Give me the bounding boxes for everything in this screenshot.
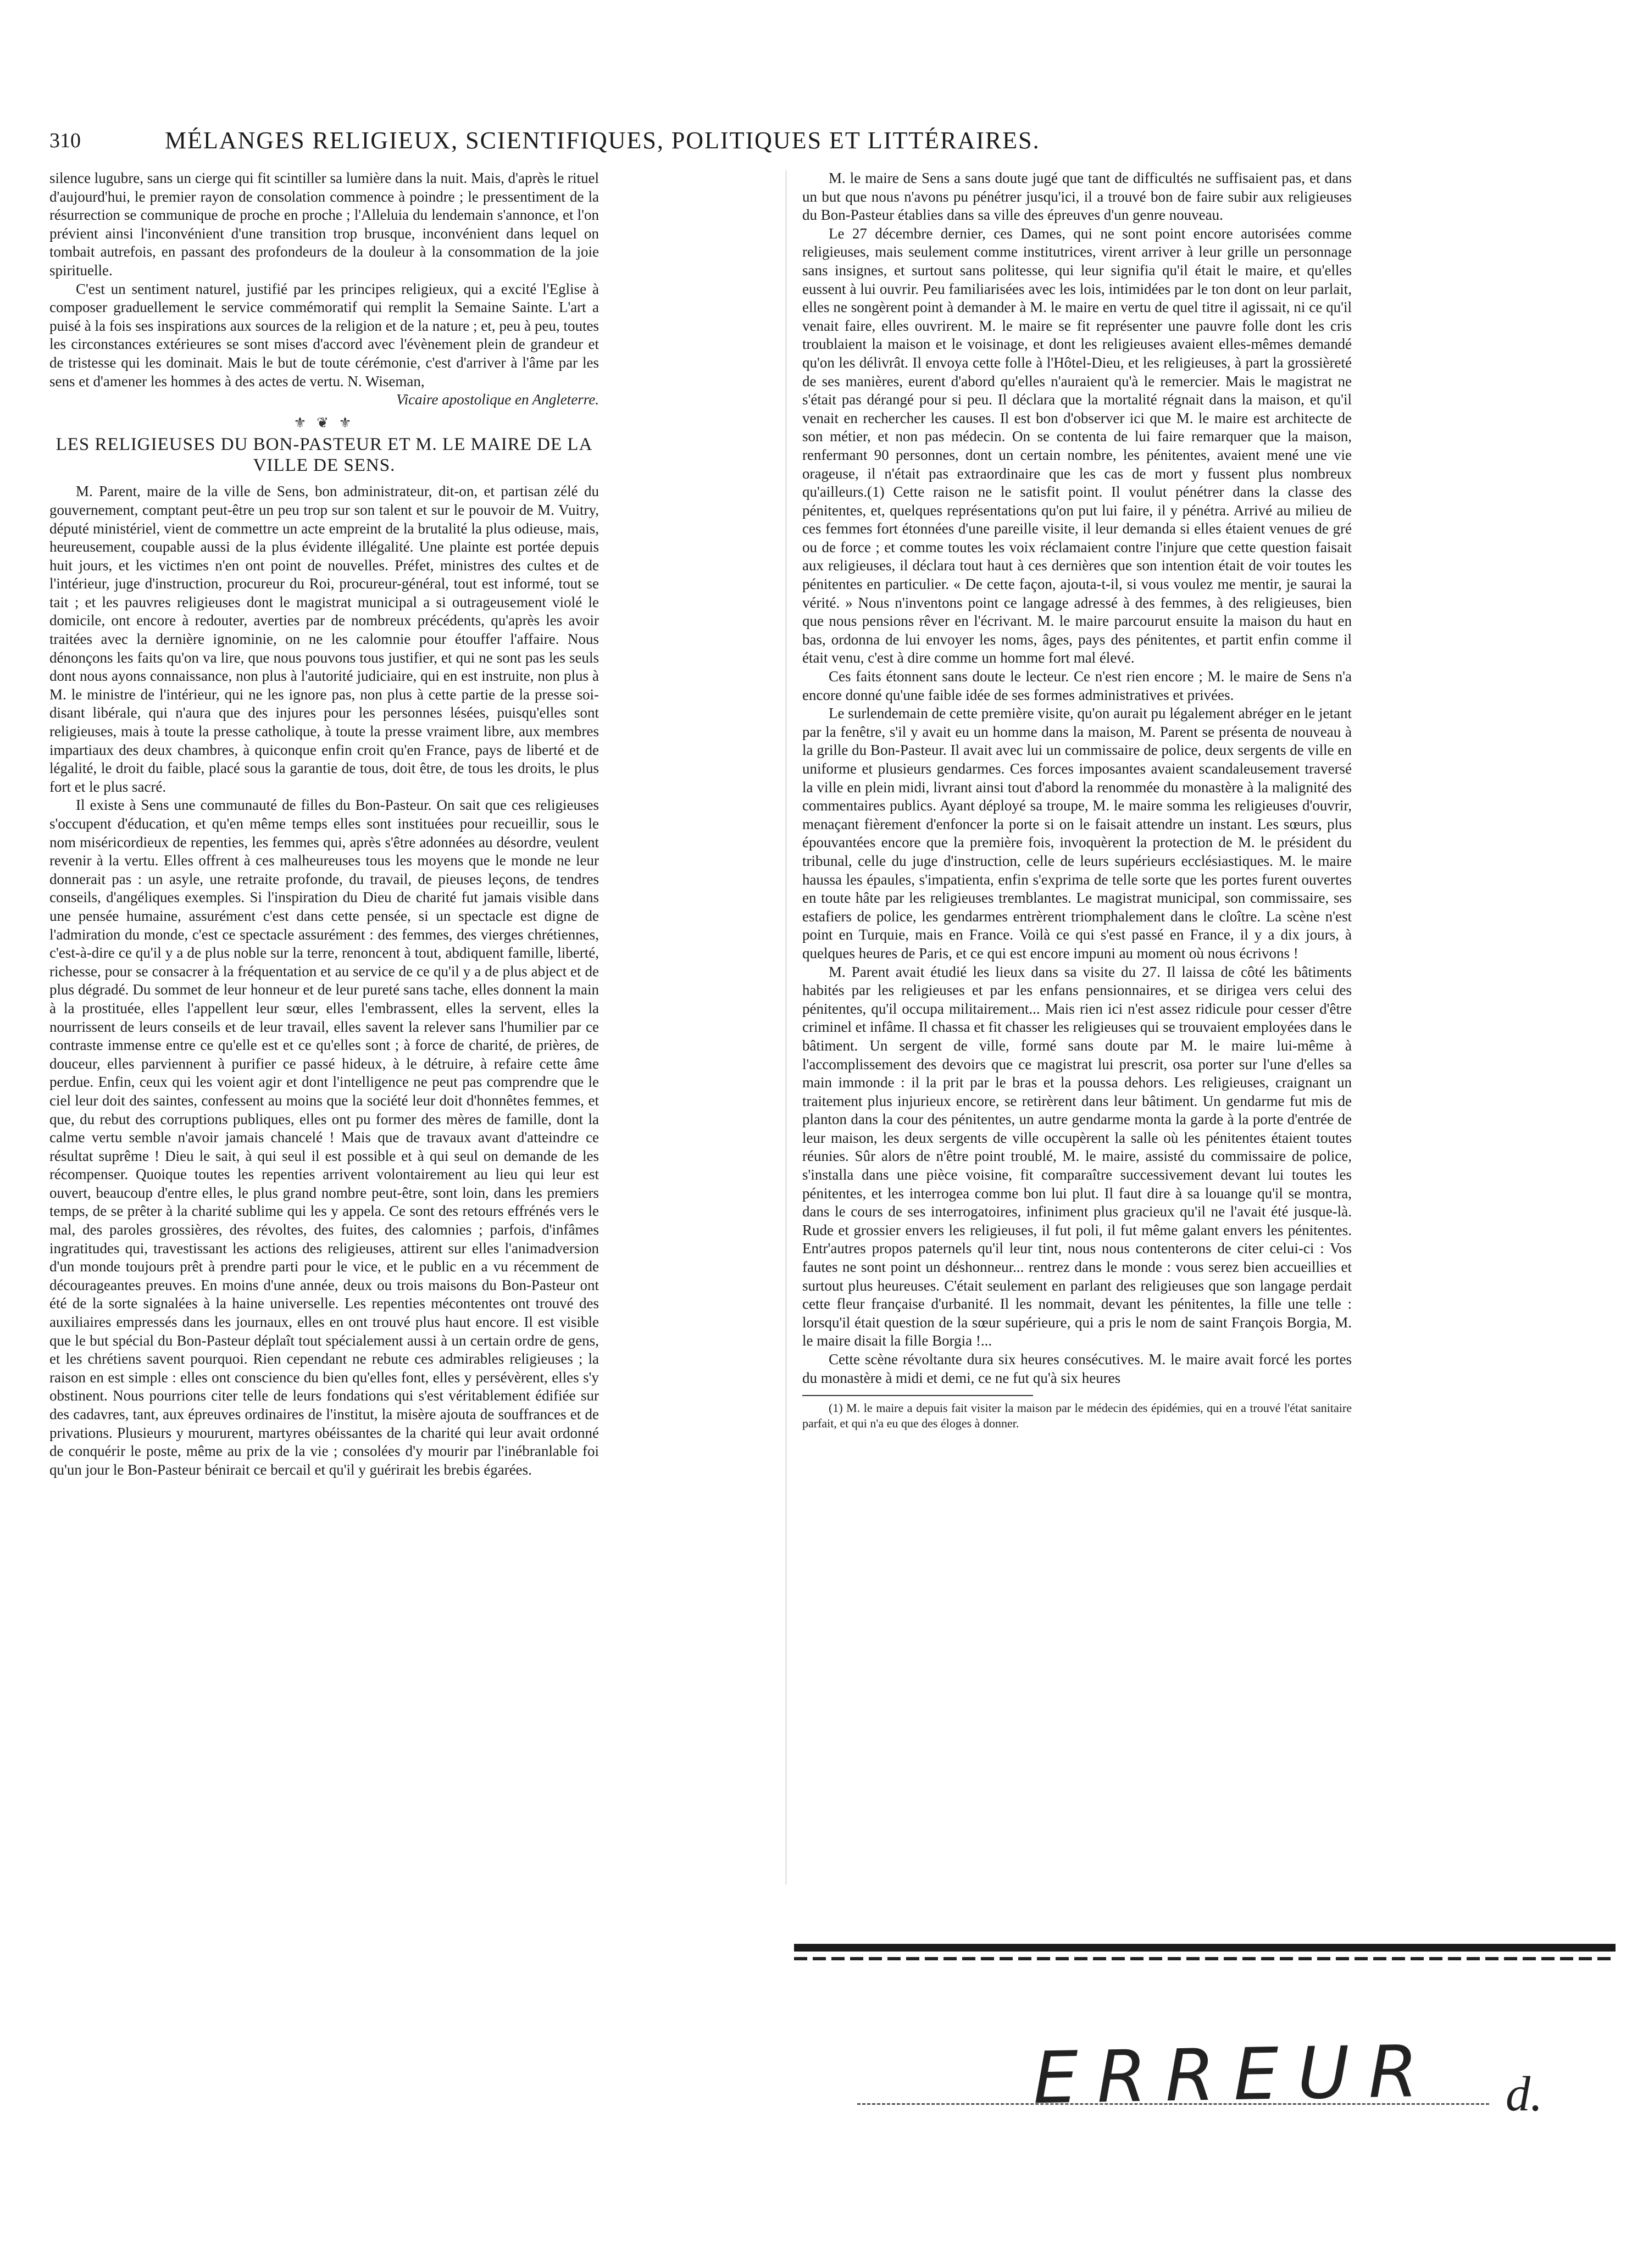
footnote-rule xyxy=(802,1395,1033,1396)
paragraph: M. Parent avait étudié les lieux dans sa visite du 27. Il laissa de côté les bâtiments habités par les religieuses et par les enfans pensionnaires, et se dirigea vers celui des pénitentes, qu'il occupa militairement... Mais rien ici n'est assez ridicule pour cesser d'être criminel et infâme. Il chassa et fit chasser les religieuses qui se trouvaient employées dans le bâtiment. Un sergent de ville, formé sans doute par M. le maire lui-même à l'accomplissement des devoirs que ce magistrat lui prescrit, osa porter sur l'une d'elles sa main immonde : il la prit par le bras et la poussa dehors. Les religieuses, craignant un traitement plus injurieux encore, se retirèrent dans leur bâtiment. Un gendarme fut mis de planton dans la cour des pénitentes, un autre gendarme monta la garde à la porte d'entrée de leur maison, les deux sergents de ville occupèrent la salle où les pénitentes étaient toutes réunies. Sûr alors de n'être point troublé, M. le maire, assisté du commissaire de police, s'installa dans une pièce voisine, fit comparaître successivement devant lui toutes les pénitentes, et les interrogea comme bon lui plut. Il faut dire à sa louange qu'il se montra, dans le cours de ses interrogatoires, infiniment plus gracieux qu'il ne l'avait été jusque-là. Rude et grossier envers les religieuses, il fut poli, il fut même galant envers les pénitentes. Entr'autres propos paternels qu'il leur tint, nous nous contenterons de citer celui-ci : Vos fautes ne sont point un déshonneur... rentrez dans le monde : vous serez bien accueillies et surtout plus heureuses. C'était seulement en parlant des religieuses que son langage perdait cette fleur française d'urbanité. Il les nommait, devant les pénitentes, la fille une telle : lorsqu'il était question de la sœur supérieure, qui a pris le nom de saint François Borgia, M. le maire disait la fille Borgia !... xyxy=(802,963,1352,1349)
author-signature: Vicaire apostolique en Angleterre. xyxy=(396,391,599,408)
paragraph: silence lugubre, sans un cierge qui fit scintiller sa lumière dans la nuit. Mais, d'après le rituel d'aujourd'hui, le premier rayon de consolation commence à poindre ; le pressentiment de la résurrection se communique de proche en proche ; l'Alleluia du lendemain s'annonce, et l'on prévient ainsi l'inconvénient d'une transition trop brusque, inconvénient dans lequel on tombait autrefois, en passant des profondeurs de la douleur à la consommation de la joie spirituelle. xyxy=(49,170,599,279)
paragraph: Le 27 décembre dernier, ces Dames, qui ne sont point encore autorisées comme religieuses, mais seulement comme institutrices, virent arriver à leur grille un personnage sans insignes, et surtout sans politesse, qui leur signifia qu'il était le maire, et qu'elles eussent à lui ouvrir. Peu familiarisées avec les lois, intimidées par le ton dont on leur parlait, elles ne songèrent point à demander à M. le maire en vertu de quel titre il agissait, ni ce qu'il venait faire, elles ouvrirent. M. le maire se fit représenter une pauvre folle dont les cris troublaient la maison et le voisinage, et dont les religieuses avaient elles-mêmes demandé qu'on les délivrât. Il envoya cette folle à l'Hôtel-Dieu, et les religieuses, à part la grossièreté de ses manières, eurent d'abord qu'elles n'auraient qu'à le remercier. Mais le magistrat ne s'était pas dérangé pour si peu. Il déclara que la mortalité régnait dans la maison, et qu'il venait en rechercher les causes. Il est bon d'observer ici que M. le maire est architecte de son métier, et non pas médecin. On se contenta de lui faire remarquer que la maison, renfermant 90 personnes, dont un certain nombre, les pénitentes, avaient mené une vie orageuse, il n'était pas extraordinaire que les cas de mort y fussent plus nombreux qu'ailleurs.(1) Cette raison ne le satisfit point. Il voulut pénétrer dans la classe des pénitentes, et, quelques représentations qu'on put lui faire, il y pénétra. Arrivé au milieu de ces femmes fort étonnées d'une pareille visite, il leur demanda si elles étaient venues de gré ou de force ; et comme toutes les voix réclamaient contre l'injure que cette question faisait aux religieuses, il déclara tout haut à ces dernières que son intention était de voir toutes les pénitentes en particulier. « De cette façon, ajouta-t-il, si vous voulez me mentir, je saurai la vérité. » Nous n'inventons point ce langage adressé à des femmes, à des religieuses, bien que nous pensions rêver en l'écrivant. M. le maire parcourut ensuite la maison du haut en bas, ordonna de lui envoyer les noms, âges, pays des pénitentes, et partit enfin comme il était venu, c'est à dire comme un homme fort mal élevé. xyxy=(802,225,1352,666)
left-column xyxy=(49,169,599,1878)
stamp-underline xyxy=(857,2103,1489,2105)
black-rule-bar xyxy=(794,1944,1616,1952)
page-number: 310 xyxy=(49,129,81,152)
paragraph: C'est un sentiment naturel, justifié par les principes religieux, qui a excité l'Eglise à composer graduellement le service commémoratif qui remplit la Semaine Sainte. L'art a puisé à la fois ses inspirations aux sources de la religion et de la nature ; et, peu à peu, toutes les circonstances extérieures se sont mises d'accord avec l'évènement plein de grandeur et de tristesse qui les dominait. Mais le but de toute cérémonie, c'est d'arriver à l'âme par les sens et d'amener les hommes à des actes de vertu. N. Wiseman, xyxy=(49,280,599,390)
paragraph: M. le maire de Sens a sans doute jugé que tant de difficultés ne suffisaient pas, et dans un but que nous n'avons pu pénétrer jusqu'ici, il a trouvé bon de faire subir aux religieuses du Bon-Pasteur établies dans sa ville des épreuves d'un genre nouveau. xyxy=(802,170,1352,224)
footnote: (1) M. le maire a depuis fait visiter la maison par le médecin des épidémies, qui en a trouvé l'état sanitaire parfait, et qui n'a eu que des éloges à donner. xyxy=(802,1401,1352,1431)
right-column xyxy=(802,169,1352,1812)
paragraph: Le surlendemain de cette première visite, qu'on aurait pu légalement abréger en le jetant par la fenêtre, s'il y avait eu un homme dans la maison, M. Parent se présenta de nouveau à la grille du Bon-Pasteur. Il avait avec lui un commissaire de police, deux sergents de ville en uniforme et plusieurs gendarmes. Ces forces imposantes avaient scandaleusement traversé la ville en plein midi, livrant ainsi tout d'abord la renommée du monastère à la malignité des commentaires publics. Ayant déployé sa troupe, M. le maire somma les religieuses d'ouvrir, menaçant fièrement d'enfoncer la porte si on le faisait attendre un instant. Les sœurs, plus épouvantées encore que la première fois, invoquèrent la protection de M. le président du tribunal, celle du juge d'instruction, celle de leurs supérieurs ecclésiastiques. M. le maire haussa les épaules, s'impatienta, enfin s'exprima de telle sorte que les portes furent ouvertes en toute hâte par les religieuses tremblantes. Le magistrat municipal, son commissaire, ses estafiers de police, les gendarmes entrèrent triomphalement dans le cloître. La scène n'est point en Turquie, mais en France. Voilà ce qui s'est passé en France, il y a dix jours, à quelques heures de Paris, et ce qui est encore impuni au moment où nous écrivons ! xyxy=(802,705,1352,961)
article-title: LES RELIGIEUSES DU BON-PASTEUR ET M. LE MAIRE DE LA VILLE DE SENS. xyxy=(55,435,593,476)
dashed-rule-bar xyxy=(794,1957,1616,1960)
paragraph: M. Parent, maire de la ville de Sens, bon administrateur, dit-on, et partisan zélé du gouvernement, comptant peut-être un peu trop sur son talent et sur le pouvoir de M. Vuitry, député ministériel, vient de commettre un acte empreint de la brutalité la plus odieuse, mais, heureusement, coupable aussi de la plus évidente illégalité. Une plainte est portée depuis huit jours, et les victimes n'en ont point de nouvelles. Préfet, ministres des cultes et de l'intérieur, juge d'instruction, procureur du Roi, procureur-général, tout est informé, tout se tait ; et les pauvres religieuses dont le magistrat municipal a si outrageusement violé le domicile, ont encore à redouter, averties par de nombreux précédents, qu'après les avoir traitées avec la dernière ignominie, on ne les calomnie pour étouffer l'affaire. Nous dénonçons les faits qu'on va lire, que nous pouvons tous justifier, et qui ne sont pas les seuls dont nous ayons connaissance, non plus à l'autorité judiciaire, qui en est instruite, non plus à M. le ministre de l'intérieur, qui ne les ignore pas, non plus à cette partie de la presse soi-disant libérale, qui n'aura que des injures pour les personnes lésées, puisqu'elles sont religieuses, mais à toute la presse catholique, à toute la presse vraiment libre, aux membres impartiaux des deux chambres, à quiconque enfin croit qu'en France, pays de liberté et de légalité, le droit du faible, placé sous la garantie de tous, doit être, de tous les droits, le plus fort et le plus sacré. xyxy=(49,483,599,795)
running-title: MÉLANGES RELIGIEUX, SCIENTIFIQUES, POLITIQUES ET LITTÉRAIRES. xyxy=(165,127,1040,154)
paragraph: Cette scène révoltante dura six heures consécutives. M. le maire avait forcé les portes du monastère à midi et demi, ce ne fut qu'à six heures xyxy=(802,1351,1352,1386)
paragraph: Il existe à Sens une communauté de filles du Bon-Pasteur. On sait que ces religieuses s'occupent d'éducation, et qu'en même temps elles sont instituées pour recueillir, sous le nom miséricordieux de repenties, les femmes qui, après s'être adonnées au désordre, veulent revenir à la vertu. Elles offrent à ces malheureuses tous les moyens que le monde ne leur donnerait pas : un asyle, une retraite profonde, du travail, de pieuses leçons, de tendres conseils, d'angéliques exemples. Si l'inspiration du Dieu de charité fut jamais visible dans une pensée humaine, assurément c'est dans cette pensée, si un spectacle est digne de l'admiration du monde, c'est ce spectacle assurément : des femmes, des vierges chrétiennes, c'est-à-dire ce qu'il y a de plus noble sur la terre, renoncent à tout, abdiquent famille, liberté, richesse, pour se consacrer à la fréquentation et au service de ce qu'il y a de plus abject et de plus dégradé. Du sommet de leur honneur et de leur pureté sans tache, elles donnent la main à la prostituée, elles l'appellent leur sœur, elles l'embrassent, elles la servent, elles la nourrissent de leurs conseils et de leur travail, elles savent la relever sans l'humilier par ce contraste immense entre ce qu'elle est et ce qu'elles sont ; à force de charité, de prières, de douceur, elles parviennent à purifier ce passé hideux, à le détruire, à refaire cette âme perdue. Enfin, ceux qui les voient agir et dont l'intelligence ne peut pas comprendre que le ciel leur doit des saintes, confessent au moins que la société leur doit d'honnêtes femmes, et que, du rebut des corruptions publiques, elles ont pu former des mères de famille, dont la calme vertu semble n'avoir jamais chancelé ! Mais que de travaux avant d'atteindre ce résultat suprême ! Dieu le sait, à qui seul il est possible et à qui seul on demande de les récompenser. Quoique toutes les repenties arrivent volontairement au lieu qui leur est ouvert, beaucoup d'entre elles, le plus grand nombre peut-être, sont loin, dans les premiers temps, de se prêter à la charité sublime qui les y appela. Ce sont des retours effrénés vers le mal, des paroles grossières, des révoltes, des fuites, des calomnies ; parfois, d'infâmes ingratitudes qui, travestissant les actions des religieuses, attirent sur elles l'animadversion d'un monde toujours prêt à prendre parti pour le vice, et le public en a vu récemment de décourageantes preuves. En moins d'une année, deux ou trois maisons du Bon-Pasteur ont été de la sorte signalées à la haine universelle. Les repenties mécontentes ont trouvé des auxiliaires empressés dans les journaux, elles en ont trouvé plus haut encore. Il est visible que le but spécial du Bon-Pasteur déplaît tout spécialement aussi à un certain ordre de gens, et les chrétiens savent pourquoi. Rien cependant ne rebute ces admirables religieuses ; la raison en est simple : elles ont conscience du bien qu'elles font, elles y persévèrent, elles s'y obstinent. Nous pourrions citer telle de leurs fondations qui s'est véritablement édifiée sur des cadavres, tant, aux épreuves ordinaires de l'institut, la misère ajouta de souffrances et de privations. Plusieurs y moururent, martyres obéissantes de la charité qui leur avait ordonné de conquérir le poste, même au prix de la vie ; consolées d'y mourir par l'inébranlable foi qu'un jour le Bon-Pasteur bénirait ce bercail et qu'il y guérirait les brebis égarées. xyxy=(49,797,599,1478)
erreur-stamp: ERREUR xyxy=(1032,2029,1437,2120)
paragraph: Ces faits étonnent sans doute le lecteur. Ce n'est rien encore ; M. le maire de Sens n'a encore donné qu'une faible idée de ses formes administratives et privées. xyxy=(802,668,1352,703)
page-header xyxy=(49,126,1209,157)
ornament-divider: ⚜ ❦ ⚜ xyxy=(293,414,355,431)
handwritten-mark: d. xyxy=(1506,2067,1543,2121)
